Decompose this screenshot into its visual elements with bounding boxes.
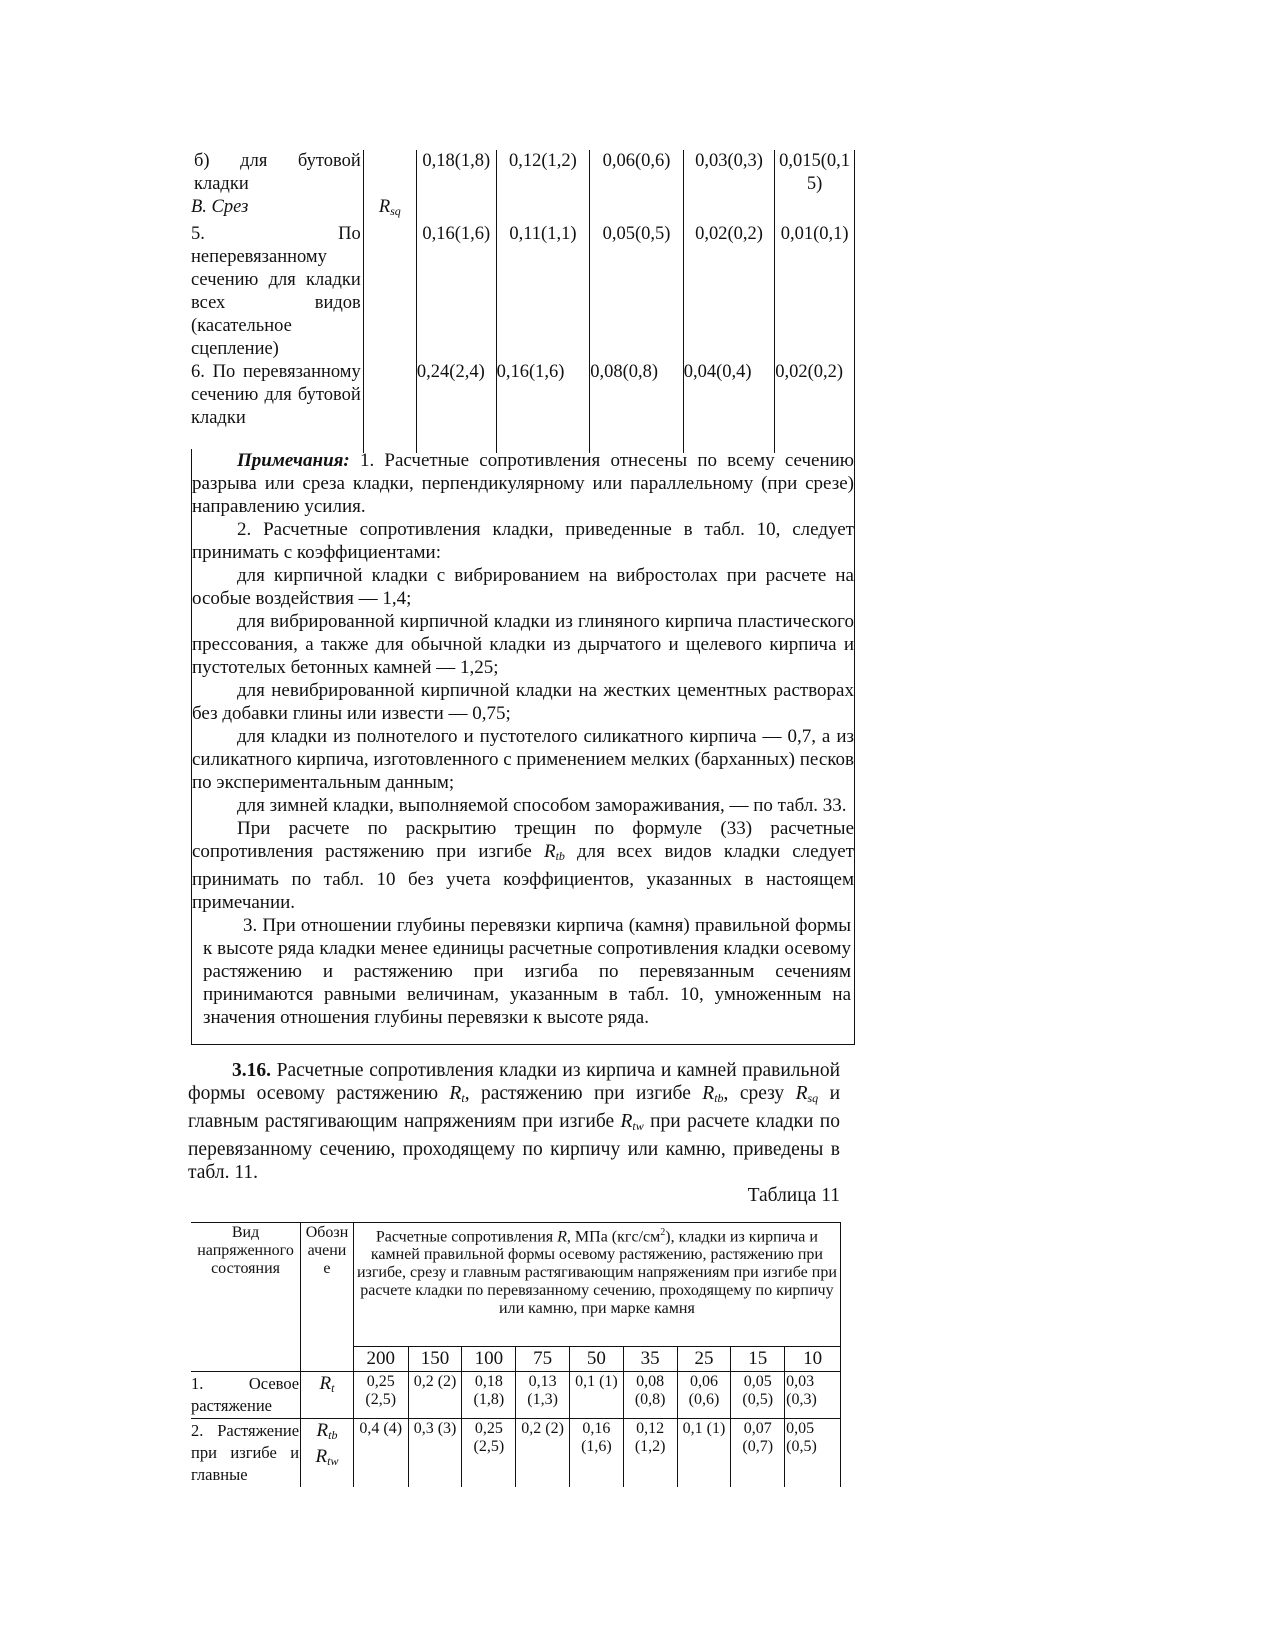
table-cell: 0,25 (2,5) [462,1419,516,1488]
table-cell: 0,24(2,4) [416,361,496,453]
table-cell: 0,02(0,2) [683,223,774,361]
row-symbol [363,223,416,361]
table-cell: 0,04(0,4) [683,361,774,453]
table-cell: 0,16 (1,6) [570,1419,624,1488]
note-coef-2: для вибрированной кирпичной кладки из глиняного кирпича пластического прессования, а также для обычной кладки из дырчатого и щелевого кирпича и пустотелых бетонных камней — 1,25; [192,611,854,678]
table-cell: 0,06(0,6) [590,150,684,196]
table-11 [191,1222,841,1487]
table-cell: 0,06 (0,6) [677,1372,731,1419]
table-cell: 0,01(0,1) [775,223,855,361]
row-name: 2. Растяжение при изгибе и главные [191,1419,301,1488]
notes-header: Примечания: [237,450,350,471]
table-cell: 0,1 (1) [570,1372,624,1419]
note-1: Примечания: 1. Расчетные сопротивления отнесены по всему сечению разрыва или среза кладки, перпендикулярному или параллельному (при срезе) направлению усилия. [192,450,854,517]
table-cell: 0,12(1,2) [496,150,590,196]
table-cell: 0,05 (0,5) [731,1372,785,1419]
table-cell: 0,11(1,1) [496,223,590,361]
grade-cell: 200 [353,1347,408,1372]
table-row [191,361,855,453]
row-name: 6. По перевязанному сечению для бутовой кладки [191,361,363,453]
table-row [191,223,855,361]
note-2: 2. Расчетные сопротивления кладки, приведенные в табл. 10, следует принимать с коэффициентами: [192,519,854,563]
grade-cell: 150 [408,1347,462,1372]
note-coef-5: для зимней кладки, выполняемой способом замораживания, — по табл. 33. [237,795,847,816]
row-symbol: $R_t$ [301,1372,354,1419]
table-cell: 0,02(0,2) [775,361,855,453]
row-symbol: $R_{tb}$ $R_{tw}$ [301,1419,354,1488]
table-cell: 0,05 (0,5) [785,1419,841,1488]
table-cell: 0,18 (1,8) [462,1372,516,1419]
table-cell [416,196,496,223]
table-cell: 0,18(1,8) [416,150,496,196]
table-cell: 0,4 (4) [353,1419,408,1488]
table-row [191,150,855,196]
table-cell: 0,05(0,5) [590,223,684,361]
row-name: б) для бутовой кладки [191,150,363,196]
row-name: В. Срез [191,196,363,223]
table-cell [683,196,774,223]
grade-cell: 35 [623,1347,677,1372]
table-notes [191,449,855,1045]
table-cell: 0,07 (0,7) [731,1419,785,1488]
table-cell: 0,1 (1) [677,1419,731,1488]
table-cell: 0,08 (0,8) [623,1372,677,1419]
row-symbol [363,150,416,196]
table-caption: Таблица 11 [747,1185,840,1206]
table-row [191,1419,841,1488]
table-cell: 0,16(1,6) [416,223,496,361]
header-resistance: Расчетные сопротивления R, МПа $(кгс/см^2)$, кладки из кирпича и камней правильной формы осевому растяжению, растяжению при изгибе, срезу и главным растягивающим напряжениям при изгибе при расчете кладки по перевязанному сечению, проходящему по кирпичу или камню, при марке камня [353,1223,840,1347]
header-designation: Обозн ачени е [301,1223,354,1372]
row-symbol: $R_{sq}$ [378,197,401,218]
table-cell: 0,16(1,6) [496,361,590,453]
row-name: 1. Осевое растяжение [191,1372,301,1419]
table-cell: 0,015(0,15) [775,150,855,196]
table-cell: 0,2 (2) [408,1372,462,1419]
table-header-row [191,1223,841,1347]
header-stress-state: Вид напряженного состояния [191,1223,301,1372]
note-3: 3. При отношении глубины перевязки кирпича (камня) правильной формы к высоте ряда кладки менее единицы расчетные сопротивления кладки осевому растяжению и растяжению при изгиба по перевязанным сечениям принимаются равными величинам, указанным в табл. 10, умноженным на значения отношения глубины перевязки к высоте ряда. [203,915,851,1028]
paragraph-3-16: 3.16. Расчетные сопротивления кладки из кирпича и камней правильной формы осевому растяжению $R_t$, растяжению при изгибе $R_{tb}$, срезу $R_{sq}$ и главным растягивающим напряжениям при изгибе $R_{tw}$ при расчете кладки по перевязанному сечению, проходящему по кирпичу или камню, приведены в табл. 11. [188,1060,841,1183]
grade-cell: 15 [731,1347,785,1372]
grade-cell: 50 [570,1347,624,1372]
note-coef-4: для кладки из полнотелого и пустотелого силикатного кирпича — 0,7, а из силикатного кирпича, изготовленного с применением мелких (барханных) песков по экспериментальным данным; [192,726,854,793]
table-cell: 0,03 (0,3) [785,1372,841,1419]
note-coef-3: для невибрированной кирпичной кладки на жестких цементных растворах без добавки глины или извести — 0,75; [192,680,854,724]
table-cell: 0,2 (2) [516,1419,570,1488]
grade-cell: 100 [462,1347,516,1372]
row-symbol [363,361,416,453]
table-cell [590,196,684,223]
table-row [191,196,855,223]
paragraph-number: 3.16. [232,1060,271,1081]
grade-cell: 75 [516,1347,570,1372]
table-cell: 0,08(0,8) [590,361,684,453]
row-name: 5. По неперевязанному сечению для кладки всех видов (касательное сцепление) [191,223,363,361]
table-cell: 0,03(0,3) [683,150,774,196]
note-crack-calc: При расчете по раскрытию трещин по формуле (33) расчетные сопротивления растяжению при изгибе $R_{tb}$ для всех видов кладки следует принимать по табл. 10 без учета коэффициентов, указанных в настоящем примечании. [192,818,854,913]
table-row [191,1372,841,1419]
grade-cell: 25 [677,1347,731,1372]
table-cell [496,196,590,223]
table-cell: 0,13 (1,3) [516,1372,570,1419]
table-cell [775,196,855,223]
table-10-fragment [191,150,855,453]
note-coef-1: для кирпичной кладки с вибрированием на вибростолах при расчете на особые воздействия — 1,4; [192,565,854,609]
table-cell: 0,12 (1,2) [623,1419,677,1488]
table-cell: 0,25 (2,5) [353,1372,408,1419]
table-cell: 0,3 (3) [408,1419,462,1488]
grade-cell: 10 [785,1347,841,1372]
